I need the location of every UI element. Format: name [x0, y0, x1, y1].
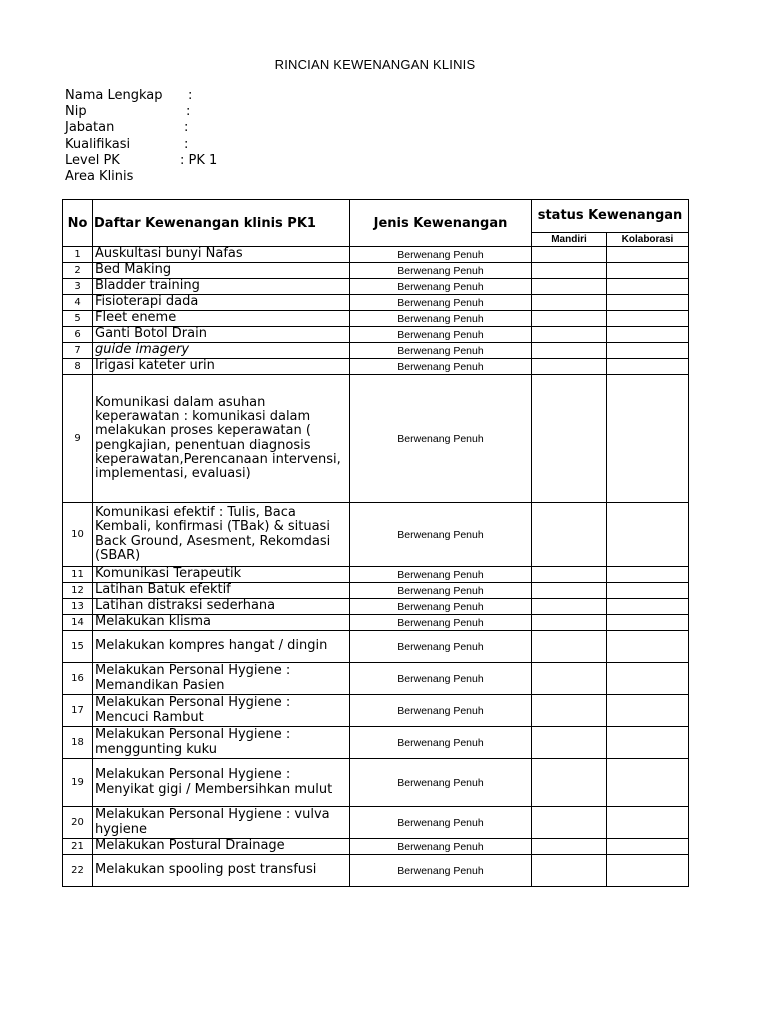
- row-mandiri: [532, 295, 607, 311]
- table-row: [63, 807, 689, 839]
- row-number: 7: [63, 343, 93, 359]
- row-item: Melakukan Personal Hygiene : Mencuci Rambut: [93, 695, 350, 727]
- row-jenis: Berwenang Penuh: [350, 311, 532, 327]
- row-jenis: Berwenang Penuh: [350, 375, 532, 503]
- table-row: [63, 359, 689, 375]
- table-row: [63, 327, 689, 343]
- table-row: [63, 839, 689, 855]
- table-row: [63, 759, 689, 807]
- table-row: [63, 695, 689, 727]
- row-item: Melakukan Personal Hygiene : Menyikat gigi / Membersihkan mulut: [93, 759, 350, 807]
- row-jenis: Berwenang Penuh: [350, 599, 532, 615]
- row-item: Komunikasi efektif : Tulis, Baca Kembali, konfirmasi (TBak) & situasi Back Ground, Asesment, Rekomdasi (SBAR): [93, 503, 350, 567]
- row-mandiri: [532, 759, 607, 807]
- row-kolaborasi: [607, 615, 689, 631]
- row-item: Melakukan Personal Hygiene : Memandikan Pasien: [93, 663, 350, 695]
- row-number: 2: [63, 263, 93, 279]
- row-number: 17: [63, 695, 93, 727]
- header-jenis: Jenis Kewenangan: [350, 200, 532, 247]
- row-number: 3: [63, 279, 93, 295]
- row-kolaborasi: [607, 839, 689, 855]
- table-row: [63, 567, 689, 583]
- row-mandiri: [532, 375, 607, 503]
- row-number: 6: [63, 327, 93, 343]
- row-mandiri: [532, 343, 607, 359]
- row-mandiri: [532, 263, 607, 279]
- row-kolaborasi: [607, 695, 689, 727]
- row-item: Komunikasi Terapeutik: [93, 567, 350, 583]
- row-jenis: Berwenang Penuh: [350, 807, 532, 839]
- info-label: Jabatan: [65, 120, 115, 136]
- header-daftar: Daftar Kewenangan klinis PK1: [93, 200, 350, 247]
- row-item: Melakukan spooling post transfusi: [93, 855, 350, 887]
- table-row: [63, 727, 689, 759]
- row-mandiri: [532, 807, 607, 839]
- row-jenis: Berwenang Penuh: [350, 503, 532, 567]
- row-mandiri: [532, 359, 607, 375]
- row-kolaborasi: [607, 375, 689, 503]
- row-kolaborasi: [607, 727, 689, 759]
- row-kolaborasi: [607, 359, 689, 375]
- row-item: Melakukan klisma: [93, 615, 350, 631]
- row-mandiri: [532, 583, 607, 599]
- row-jenis: Berwenang Penuh: [350, 583, 532, 599]
- row-mandiri: [532, 279, 607, 295]
- row-item: Melakukan kompres hangat / dingin: [93, 631, 350, 663]
- header-kolaborasi: Kolaborasi: [607, 233, 689, 247]
- row-item: Melakukan Personal Hygiene : menggunting kuku: [93, 727, 350, 759]
- info-label: Nama Lengkap: [65, 88, 163, 103]
- table-row: [63, 263, 689, 279]
- row-number: 8: [63, 359, 93, 375]
- row-mandiri: [532, 631, 607, 663]
- header-no: No: [63, 200, 93, 247]
- table-row: [63, 343, 689, 359]
- row-item: Latihan Batuk efektif: [93, 583, 350, 599]
- kewenangan-table: [62, 199, 689, 887]
- table-row: [63, 311, 689, 327]
- row-item: Latihan distraksi sederhana: [93, 599, 350, 615]
- row-mandiri: [532, 855, 607, 887]
- table-row: [63, 599, 689, 615]
- row-item: Komunikasi dalam asuhan keperawatan : komunikasi dalam melakukan proses keperawatan ( pengkajian, penentuan diagnosis keperawatan,Perencanaan intervensi, implementasi, evaluasi): [93, 375, 350, 503]
- info-label: Level PK: [65, 152, 120, 168]
- row-kolaborasi: [607, 343, 689, 359]
- info-separator: :: [184, 120, 189, 136]
- row-item: Bladder training: [93, 279, 350, 295]
- table-row: [63, 631, 689, 663]
- row-item: Melakukan Postural Drainage: [93, 839, 350, 855]
- row-mandiri: [532, 567, 607, 583]
- row-kolaborasi: [607, 311, 689, 327]
- row-number: 4: [63, 295, 93, 311]
- row-jenis: Berwenang Penuh: [350, 279, 532, 295]
- row-number: 11: [63, 567, 93, 583]
- row-jenis: Berwenang Penuh: [350, 567, 532, 583]
- row-jenis: Berwenang Penuh: [350, 727, 532, 759]
- table-row: [63, 663, 689, 695]
- row-number: 18: [63, 727, 93, 759]
- row-number: 9: [63, 375, 93, 503]
- info-label: Nip: [65, 104, 87, 120]
- row-number: 14: [63, 615, 93, 631]
- row-jenis: Berwenang Penuh: [350, 839, 532, 855]
- table-row: [63, 855, 689, 887]
- header-mandiri: Mandiri: [532, 233, 607, 247]
- row-kolaborasi: [607, 295, 689, 311]
- row-number: 21: [63, 839, 93, 855]
- row-jenis: Berwenang Penuh: [350, 263, 532, 279]
- table-row: [63, 295, 689, 311]
- row-mandiri: [532, 695, 607, 727]
- info-label: Area Klinis: [65, 168, 134, 184]
- table-row: [63, 247, 689, 263]
- row-mandiri: [532, 503, 607, 567]
- row-jenis: Berwenang Penuh: [350, 631, 532, 663]
- row-mandiri: [532, 839, 607, 855]
- info-separator: :: [188, 88, 193, 103]
- info-separator: : PK 1: [180, 152, 218, 168]
- row-number: 15: [63, 631, 93, 663]
- row-item: Fisioterapi dada: [93, 295, 350, 311]
- row-kolaborasi: [607, 759, 689, 807]
- row-kolaborasi: [607, 263, 689, 279]
- table-row: [63, 279, 689, 295]
- row-jenis: Berwenang Penuh: [350, 327, 532, 343]
- row-jenis: Berwenang Penuh: [350, 663, 532, 695]
- row-number: 20: [63, 807, 93, 839]
- row-item: Fleet eneme: [93, 311, 350, 327]
- row-item: Bed Making: [93, 263, 350, 279]
- header-status: status Kewenangan: [532, 200, 689, 233]
- row-kolaborasi: [607, 663, 689, 695]
- row-kolaborasi: [607, 807, 689, 839]
- row-kolaborasi: [607, 583, 689, 599]
- info-label: Kualifikasi: [65, 136, 131, 152]
- info-separator: :: [184, 136, 189, 152]
- row-number: 12: [63, 583, 93, 599]
- row-kolaborasi: [607, 631, 689, 663]
- row-kolaborasi: [607, 567, 689, 583]
- row-item: Melakukan Personal Hygiene : vulva hygiene: [93, 807, 350, 839]
- row-kolaborasi: [607, 279, 689, 295]
- row-mandiri: [532, 599, 607, 615]
- row-jenis: Berwenang Penuh: [350, 359, 532, 375]
- info-separator: :: [186, 104, 191, 120]
- row-mandiri: [532, 727, 607, 759]
- row-number: 16: [63, 663, 93, 695]
- row-jenis: Berwenang Penuh: [350, 695, 532, 727]
- page-title: RINCIAN KEWENANGAN KLINIS: [274, 57, 476, 72]
- row-jenis: Berwenang Penuh: [350, 295, 532, 311]
- row-number: 5: [63, 311, 93, 327]
- row-item: guide imagery: [93, 343, 350, 359]
- table-row: [63, 375, 689, 503]
- row-jenis: Berwenang Penuh: [350, 759, 532, 807]
- row-jenis: Berwenang Penuh: [350, 343, 532, 359]
- row-number: 13: [63, 599, 93, 615]
- row-number: 10: [63, 503, 93, 567]
- row-item: Ganti Botol Drain: [93, 327, 350, 343]
- row-jenis: Berwenang Penuh: [350, 615, 532, 631]
- row-number: 19: [63, 759, 93, 807]
- row-mandiri: [532, 247, 607, 263]
- row-mandiri: [532, 615, 607, 631]
- table-row: [63, 583, 689, 599]
- row-kolaborasi: [607, 855, 689, 887]
- row-mandiri: [532, 327, 607, 343]
- row-jenis: Berwenang Penuh: [350, 855, 532, 887]
- row-mandiri: [532, 663, 607, 695]
- row-kolaborasi: [607, 599, 689, 615]
- table-row: [63, 503, 689, 567]
- row-mandiri: [532, 311, 607, 327]
- row-kolaborasi: [607, 327, 689, 343]
- row-jenis: Berwenang Penuh: [350, 247, 532, 263]
- row-kolaborasi: [607, 247, 689, 263]
- row-item: Auskultasi bunyi Nafas: [93, 247, 350, 263]
- row-number: 22: [63, 855, 93, 887]
- table-row: [63, 615, 689, 631]
- row-item: Irigasi kateter urin: [93, 359, 350, 375]
- row-number: 1: [63, 247, 93, 263]
- row-kolaborasi: [607, 503, 689, 567]
